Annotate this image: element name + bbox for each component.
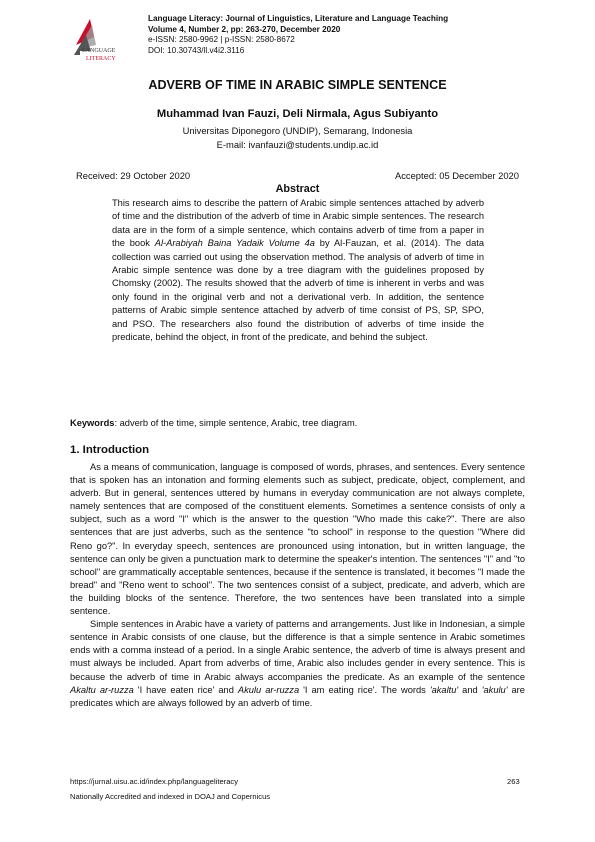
example-akaltu: 'akaltu'	[429, 684, 459, 695]
introduction-body	[70, 461, 525, 710]
accepted-date: Accepted: 05 December 2020	[394, 170, 519, 181]
journal-volume: Volume 4, Number 2, pp: 263-270, December 2020	[148, 24, 341, 34]
author-email: E-mail: ivanfauzi@students.undip.ac.id	[216, 139, 379, 150]
keywords-text: : adverb of the time, simple sentence, Arabic, tree diagram.	[114, 418, 358, 428]
abstract-heading: Abstract	[275, 183, 320, 195]
abstract-body	[112, 197, 484, 344]
journal-header	[148, 14, 528, 56]
example-akulu: 'akulu'	[481, 684, 508, 695]
abstract-book-title: Al-Arabiyah Baina Yadaik Volume 4a	[154, 238, 315, 249]
example-akaltu-ar-ruzza: Akaltu ar-ruzza	[70, 684, 134, 695]
author-affiliation: Universitas Diponegoro (UNDIP), Semarang, Indonesia	[182, 125, 413, 136]
journal-logo	[72, 15, 128, 63]
footer-accreditation: Nationally Accredited and indexed in DOAJ and Copernicus	[70, 792, 271, 801]
logo-text-top: LANGUAGE	[82, 48, 116, 54]
journal-issn: e-ISSN: 2580-9962 | p-ISSN: 2580-8672	[148, 35, 295, 45]
example-akulu-ar-ruzza: Akulu ar-ruzza	[237, 684, 300, 695]
journal-doi: DOI: 10.30743/ll.v4i2.3116	[148, 45, 245, 55]
keywords	[70, 418, 530, 428]
section-heading-introduction: 1. Introduction	[70, 444, 150, 456]
journal-name: Language Literacy: Journal of Linguistics, Literature and Language Teaching	[148, 14, 449, 23]
article-authors: Muhammad Ivan Fauzi, Deli Nirmala, Agus Subiyanto	[156, 108, 439, 120]
page-number: 263	[507, 777, 520, 786]
keywords-label: Keywords	[70, 418, 115, 428]
footer-url-link[interactable]: https://jurnal.uisu.ac.id/index.php/languageliteracy	[70, 777, 239, 786]
abstract-text-2: by Al-Fauzan, et al. (2014). The data collection was carried out using the observation method. The analysis of adverb of time in Arabic simple sentence was done by a tree diagram with the guidelines proposed by Chomsky (2002). The results showed that the adverb of time is inherent in verbs and was only found in the original verb and not a derivational verb. In addition, the sentence patterns of Arabic simple sentence attached by adverb of time consist of PS, SP, SPO, and PSO. The researchers also found the distribution of adverbs of time inside the predicate, behind the object, in front of the predicate, and behind the subject.	[112, 238, 485, 343]
article-title: ADVERB OF TIME IN ARABIC SIMPLE SENTENCE	[148, 78, 447, 92]
received-date: Received: 29 October 2020	[76, 170, 191, 181]
logo-text-bottom: LITERACY	[86, 56, 116, 62]
intro-paragraph-2: Simple sentences in Arabic have a variety of patterns and arrangements. Just like in Indonesian, a simple sentence in Arabic consists of one clause, but the difference is that a simple sentence in Arabic sometimes ends with a comma instead of a period. In a single Arabic sentence, the adverb of time is always present and must always be included. Apart from adverbs of time, Arabic also includes gender in every sentence. This is because the adverb of time in Arabic always accompanies the predicate. As an example of the sentence Akaltu ar-ruzza 'I have eaten rice' and Akulu ar-ruzza 'I am eating rice'. The words 'akaltu' and 'akulu' are predicates which are always followed by an adverb of time.	[70, 619, 525, 708]
abstract-text-1: This research aims to describe the pattern of Arabic simple sentences attached by adverb of time and the distribution of the adverb of time in Arabic simple sentences. The research data are in the form of a simple sentence, which contains adverb of time from a paper in the book	[112, 198, 484, 249]
intro-paragraph-1: As a means of communication, language is composed of words, phrases, and sentences. Every sentence that is spoken has an intonation and forming elements such as subject, predicate, object, complement, and adverb. But in general, sentences uttered by humans in everyday communication are not always complete, namely sentences that are composed of the constituent elements. Sometimes a sentence consists of only a subject, such as a word "I" which is the answer to the question "Who made this cake?". There are also sentences that are just adverbs, such as the sentence "to school" in response to the question "Where did Reno go?". In everyday speech, sentences are pronounced using intonation, but in written language, the sentence can only be given a punctuation mark to determine the speaker's intention. The sentences "I" and "to school" are grammatically acceptable sentences, because if the sentence is translated, it becomes "I made the bread" and "Reno went to school". The two sentences consist of a subject, predicate, and adverb, which are the building blocks of the sentence. Therefore, the two sentences have been translated into a simple sentence.	[70, 462, 525, 617]
